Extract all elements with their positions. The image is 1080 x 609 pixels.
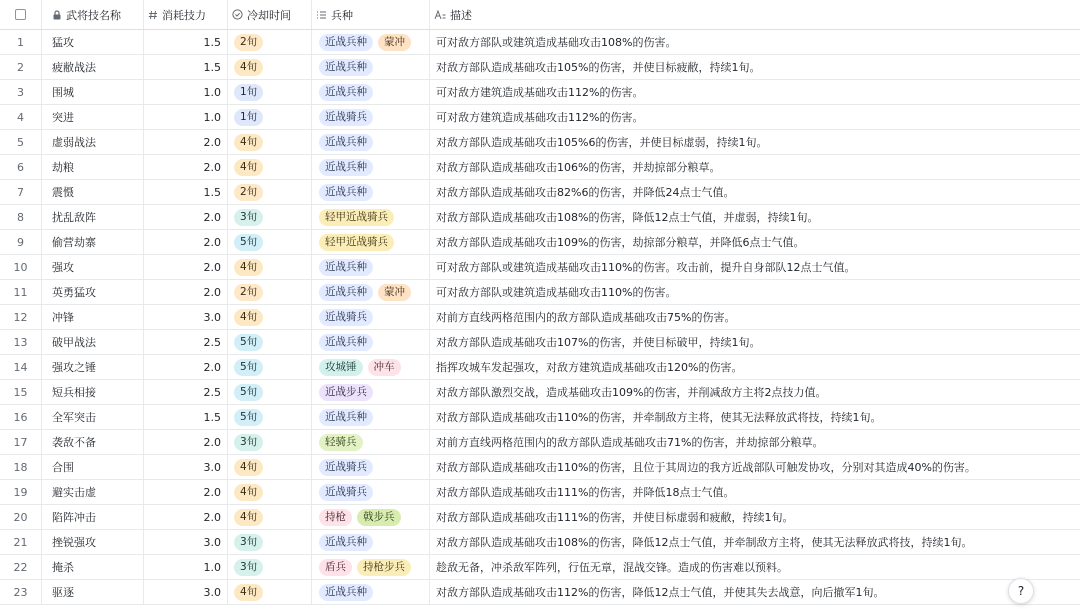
skill-name-cell[interactable]: 冲锋	[42, 305, 144, 329]
troop-cell[interactable]	[312, 105, 430, 129]
cooldown-tag: 4旬	[234, 459, 263, 476]
table-row[interactable]	[0, 580, 1080, 605]
row-index: 18	[0, 455, 42, 479]
lock-icon	[52, 10, 62, 20]
troop-tag: 近战兵种	[319, 284, 373, 301]
troop-cell[interactable]	[312, 580, 430, 604]
cooldown-tag: 2旬	[234, 34, 263, 51]
troop-cell[interactable]	[312, 255, 430, 279]
troop-cell[interactable]	[312, 505, 430, 529]
skill-cost-cell[interactable]: 1.5	[144, 55, 228, 79]
cooldown-tag: 5旬	[234, 409, 263, 426]
troop-tag: 近战兵种	[319, 59, 373, 76]
column-header-cost[interactable]	[144, 0, 228, 29]
table-row[interactable]	[0, 480, 1080, 505]
skill-cost-cell[interactable]: 3.0	[144, 530, 228, 554]
table-row[interactable]	[0, 505, 1080, 530]
cooldown-tag: 5旬	[234, 359, 263, 376]
troop-tag: 近战骑兵	[319, 459, 373, 476]
cooldown-cell[interactable]	[228, 505, 312, 529]
skill-name-cell[interactable]: 疲敝战法	[42, 55, 144, 79]
skill-name-cell[interactable]: 围城	[42, 80, 144, 104]
list-icon	[316, 10, 327, 20]
troop-tag: 近战骑兵	[319, 484, 373, 501]
troop-cell[interactable]	[312, 530, 430, 554]
cooldown-tag: 5旬	[234, 234, 263, 251]
row-index: 5	[0, 130, 42, 154]
troop-cell[interactable]	[312, 355, 430, 379]
cooldown-cell[interactable]	[228, 80, 312, 104]
skill-name-cell[interactable]: 挫锐强攻	[42, 530, 144, 554]
troop-cell[interactable]	[312, 130, 430, 154]
description-cell[interactable]: 可对敌方部队或建筑造成基础攻击110%的伤害。攻击前，提升自身部队12点士气值。	[436, 261, 856, 274]
troop-cell[interactable]	[312, 180, 430, 204]
cooldown-tag: 5旬	[234, 334, 263, 351]
cooldown-cell[interactable]	[228, 55, 312, 79]
column-header-name-label: 武将技名称	[66, 8, 121, 22]
description-cell[interactable]: 可对敌方部队或建筑造成基础攻击108%的伤害。	[436, 36, 677, 49]
row-index: 12	[0, 305, 42, 329]
troop-tag: 近战兵种	[319, 534, 373, 551]
troop-cell[interactable]	[312, 55, 430, 79]
cooldown-cell[interactable]	[228, 180, 312, 204]
cooldown-cell[interactable]	[228, 155, 312, 179]
select-all-cell[interactable]	[0, 0, 42, 29]
skill-name-cell[interactable]: 强攻之锤	[42, 355, 144, 379]
skill-name-cell[interactable]: 避实击虚	[42, 480, 144, 504]
cooldown-cell[interactable]	[228, 405, 312, 429]
clock-icon	[232, 9, 243, 20]
table-row[interactable]	[0, 430, 1080, 455]
cooldown-cell[interactable]	[228, 30, 312, 54]
skill-cost-cell[interactable]: 1.5	[144, 405, 228, 429]
skill-cost-cell[interactable]: 2.0	[144, 130, 228, 154]
skill-name-cell[interactable]: 劫粮	[42, 155, 144, 179]
troop-tag: 近战兵种	[319, 34, 373, 51]
cooldown-tag: 4旬	[234, 309, 263, 326]
column-header-cost-label: 消耗技力	[162, 8, 206, 22]
cooldown-cell[interactable]	[228, 255, 312, 279]
skill-cost-cell[interactable]: 2.0	[144, 280, 228, 304]
skill-name-cell[interactable]: 合围	[42, 455, 144, 479]
cooldown-tag: 2旬	[234, 284, 263, 301]
table-row[interactable]	[0, 280, 1080, 305]
hash-icon	[148, 10, 158, 20]
cooldown-cell[interactable]	[228, 205, 312, 229]
troop-tag: 近战兵种	[319, 409, 373, 426]
cooldown-cell[interactable]	[228, 330, 312, 354]
column-header-desc-label: 描述	[450, 8, 472, 22]
skill-cost-cell[interactable]: 1.5	[144, 180, 228, 204]
text-icon	[434, 10, 446, 20]
troop-cell[interactable]	[312, 555, 430, 579]
skill-name-cell[interactable]: 短兵相接	[42, 380, 144, 404]
column-header-troop[interactable]	[312, 0, 430, 29]
row-index: 22	[0, 555, 42, 579]
table-body	[0, 30, 1080, 605]
troop-tag: 近战兵种	[319, 84, 373, 101]
skill-cost-cell[interactable]: 2.0	[144, 155, 228, 179]
description-cell[interactable]: 指挥攻城车发起强攻，对敌方建筑造成基础攻击120%的伤害。	[436, 361, 743, 374]
cooldown-tag: 4旬	[234, 509, 263, 526]
skill-name-cell[interactable]: 虚弱战法	[42, 130, 144, 154]
skill-cost-cell[interactable]: 2.0	[144, 480, 228, 504]
cooldown-tag: 3旬	[234, 559, 263, 576]
cooldown-tag: 4旬	[234, 134, 263, 151]
column-header-cooldown[interactable]	[228, 0, 312, 29]
skill-cost-cell[interactable]: 2.0	[144, 255, 228, 279]
cooldown-tag: 2旬	[234, 184, 263, 201]
skill-cost-cell[interactable]: 1.0	[144, 80, 228, 104]
row-index: 23	[0, 580, 42, 604]
row-index: 3	[0, 80, 42, 104]
cooldown-cell[interactable]	[228, 455, 312, 479]
troop-tag: 攻城锤	[319, 359, 363, 376]
description-cell[interactable]: 对敌方部队造成基础攻击107%的伤害，并使目标破甲，持续1旬。	[436, 336, 761, 349]
troop-cell[interactable]	[312, 305, 430, 329]
cooldown-cell[interactable]	[228, 555, 312, 579]
description-cell[interactable]: 对敌方部队造成基础攻击108%的伤害，降低12点士气值，并牵制敌方主将，使其无法释放武将技，持续1旬。	[436, 536, 973, 549]
troop-tag: 盾兵	[319, 559, 352, 576]
cooldown-tag: 3旬	[234, 534, 263, 551]
table-row[interactable]	[0, 380, 1080, 405]
troop-tag: 持枪步兵	[357, 559, 411, 576]
column-header-name[interactable]	[42, 0, 144, 29]
cooldown-tag: 4旬	[234, 159, 263, 176]
table-row[interactable]	[0, 455, 1080, 480]
skill-cost-cell[interactable]: 2.0	[144, 230, 228, 254]
cooldown-cell[interactable]	[228, 530, 312, 554]
column-header-desc[interactable]	[430, 0, 1080, 29]
row-index: 17	[0, 430, 42, 454]
row-index: 16	[0, 405, 42, 429]
cooldown-cell[interactable]	[228, 355, 312, 379]
row-index: 2	[0, 55, 42, 79]
description-cell[interactable]: 对前方直线两格范围内的敌方部队造成基础攻击75%的伤害。	[436, 311, 736, 324]
row-index: 11	[0, 280, 42, 304]
description-cell[interactable]: 趁敌无备，冲杀敌军阵列，行伍无章，混战交锋。造成的伤害难以预料。	[436, 561, 788, 574]
table-row[interactable]	[0, 305, 1080, 330]
skill-name-cell[interactable]: 偷营劫寨	[42, 230, 144, 254]
help-button[interactable]	[1008, 578, 1034, 604]
cooldown-cell[interactable]	[228, 105, 312, 129]
cooldown-tag: 4旬	[234, 584, 263, 601]
description-cell[interactable]: 对敌方部队造成基础攻击108%的伤害，降低12点士气值，并虚弱，持续1旬。	[436, 211, 819, 224]
skill-cost-cell[interactable]: 2.5	[144, 330, 228, 354]
skill-cost-cell[interactable]: 3.0	[144, 455, 228, 479]
table-row[interactable]	[0, 555, 1080, 580]
troop-tag: 持枪	[319, 509, 352, 526]
skill-cost-cell[interactable]: 2.0	[144, 355, 228, 379]
row-index: 10	[0, 255, 42, 279]
table-row[interactable]	[0, 55, 1080, 80]
troop-tag: 近战兵种	[319, 159, 373, 176]
description-cell[interactable]: 对敌方部队造成基础攻击105%6的伤害，并使目标虚弱，持续1旬。	[436, 136, 768, 149]
table-row[interactable]	[0, 205, 1080, 230]
troop-tag: 近战骑兵	[319, 309, 373, 326]
troop-tag: 轻甲近战骑兵	[319, 234, 394, 251]
description-cell[interactable]: 对敌方部队造成基础攻击105%的伤害，并使目标疲敝，持续1旬。	[436, 61, 761, 74]
table-row[interactable]	[0, 80, 1080, 105]
select-all-checkbox[interactable]	[15, 9, 26, 20]
cooldown-tag: 4旬	[234, 59, 263, 76]
cooldown-cell[interactable]	[228, 580, 312, 604]
description-cell[interactable]: 对敌方部队造成基础攻击111%的伤害，并降低18点士气值。	[436, 486, 735, 499]
troop-cell[interactable]	[312, 430, 430, 454]
table-row[interactable]	[0, 330, 1080, 355]
skill-name-cell[interactable]: 陷阵冲击	[42, 505, 144, 529]
skill-cost-cell[interactable]: 2.0	[144, 505, 228, 529]
row-index: 7	[0, 180, 42, 204]
cooldown-tag: 5旬	[234, 384, 263, 401]
row-index: 8	[0, 205, 42, 229]
skill-cost-cell[interactable]: 3.0	[144, 580, 228, 604]
description-cell[interactable]: 对敌方部队造成基础攻击110%的伤害，并牵制敌方主将，使其无法释放武将技，持续1旬。	[436, 411, 882, 424]
row-index: 1	[0, 30, 42, 54]
troop-cell[interactable]	[312, 405, 430, 429]
troop-cell[interactable]	[312, 30, 430, 54]
skill-cost-cell[interactable]: 3.0	[144, 305, 228, 329]
skill-cost-cell[interactable]: 2.0	[144, 430, 228, 454]
skill-cost-cell[interactable]: 2.0	[144, 205, 228, 229]
description-cell[interactable]: 对敌方部队造成基础攻击109%的伤害，劫掠部分粮草，并降低6点士气值。	[436, 236, 805, 249]
troop-cell[interactable]	[312, 380, 430, 404]
table-row[interactable]	[0, 30, 1080, 55]
description-cell[interactable]: 对敌方部队激烈交战，造成基础攻击109%的伤害，并削减敌方主将2点技力值。	[436, 386, 827, 399]
description-cell[interactable]: 可对敌方建筑造成基础攻击112%的伤害。	[436, 86, 644, 99]
table-row[interactable]	[0, 255, 1080, 280]
skill-name-cell[interactable]: 袭敌不备	[42, 430, 144, 454]
troop-cell[interactable]	[312, 455, 430, 479]
troop-tag: 轻甲近战骑兵	[319, 209, 394, 226]
table-header	[0, 0, 1080, 30]
table-row[interactable]	[0, 230, 1080, 255]
skill-name-cell[interactable]: 掩杀	[42, 555, 144, 579]
troop-tag: 近战兵种	[319, 184, 373, 201]
skill-name-cell[interactable]: 全军突击	[42, 405, 144, 429]
skill-name-cell[interactable]: 驱逐	[42, 580, 144, 604]
description-cell[interactable]: 对敌方部队造成基础攻击112%的伤害，降低12点士气值，并使其失去战意，向后撤军1旬。	[436, 586, 885, 599]
description-cell[interactable]: 可对敌方部队或建筑造成基础攻击110%的伤害。	[436, 286, 677, 299]
table-row[interactable]	[0, 530, 1080, 555]
troop-cell[interactable]	[312, 155, 430, 179]
skill-name-cell[interactable]: 猛攻	[42, 30, 144, 54]
troop-tag: 蒙冲	[378, 284, 411, 301]
cooldown-cell[interactable]	[228, 130, 312, 154]
cooldown-tag: 3旬	[234, 209, 263, 226]
row-index: 14	[0, 355, 42, 379]
table-row[interactable]	[0, 180, 1080, 205]
cooldown-tag: 4旬	[234, 259, 263, 276]
description-cell[interactable]: 对敌方部队造成基础攻击111%的伤害，并使目标虚弱和疲敝，持续1旬。	[436, 511, 794, 524]
skill-cost-cell[interactable]: 2.5	[144, 380, 228, 404]
table-row[interactable]	[0, 355, 1080, 380]
column-header-cooldown-label: 冷却时间	[247, 8, 291, 22]
row-index: 13	[0, 330, 42, 354]
troop-tag: 近战兵种	[319, 259, 373, 276]
description-cell[interactable]: 对敌方部队造成基础攻击82%6的伤害，并降低24点士气值。	[436, 186, 735, 199]
cooldown-tag: 1旬	[234, 84, 263, 101]
troop-tag: 近战兵种	[319, 134, 373, 151]
troop-tag: 戟步兵	[357, 509, 401, 526]
description-cell[interactable]: 对敌方部队造成基础攻击106%的伤害，并劫掠部分粮草。	[436, 161, 721, 174]
skill-cost-cell[interactable]: 1.5	[144, 30, 228, 54]
skill-name-cell[interactable]: 突进	[42, 105, 144, 129]
troop-cell[interactable]	[312, 80, 430, 104]
description-cell[interactable]: 对敌方部队造成基础攻击110%的伤害，且位于其周边的我方近战部队可触发协攻，分别对其造成40%的伤害。	[436, 461, 976, 474]
troop-tag: 近战兵种	[319, 584, 373, 601]
skill-name-cell[interactable]: 强攻	[42, 255, 144, 279]
cooldown-cell[interactable]	[228, 305, 312, 329]
row-index: 15	[0, 380, 42, 404]
troop-tag: 蒙冲	[378, 34, 411, 51]
troop-tag: 轻骑兵	[319, 434, 363, 451]
table-row[interactable]	[0, 405, 1080, 430]
troop-tag: 近战步兵	[319, 384, 373, 401]
row-index: 19	[0, 480, 42, 504]
troop-cell[interactable]	[312, 230, 430, 254]
description-cell[interactable]: 对前方直线两格范围内的敌方部队造成基础攻击71%的伤害，并劫掠部分粮草。	[436, 436, 824, 449]
troop-cell[interactable]	[312, 205, 430, 229]
troop-cell[interactable]	[312, 330, 430, 354]
row-index: 9	[0, 230, 42, 254]
table-row[interactable]	[0, 155, 1080, 180]
cooldown-cell[interactable]	[228, 430, 312, 454]
troop-cell[interactable]	[312, 280, 430, 304]
table-row[interactable]	[0, 130, 1080, 155]
troop-tag: 冲车	[368, 359, 401, 376]
table-row[interactable]	[0, 105, 1080, 130]
row-index: 20	[0, 505, 42, 529]
row-index: 21	[0, 530, 42, 554]
cooldown-cell[interactable]	[228, 280, 312, 304]
help-icon: ?	[1017, 584, 1025, 598]
skill-name-cell[interactable]: 英勇猛攻	[42, 280, 144, 304]
row-index: 4	[0, 105, 42, 129]
cooldown-cell[interactable]	[228, 380, 312, 404]
cooldown-tag: 3旬	[234, 434, 263, 451]
column-header-troop-label: 兵种	[331, 8, 353, 22]
cooldown-cell[interactable]	[228, 230, 312, 254]
cooldown-tag: 1旬	[234, 109, 263, 126]
troop-tag: 近战骑兵	[319, 109, 373, 126]
description-cell[interactable]: 可对敌方建筑造成基础攻击112%的伤害。	[436, 111, 644, 124]
cooldown-cell[interactable]	[228, 480, 312, 504]
row-index: 6	[0, 155, 42, 179]
cooldown-tag: 4旬	[234, 484, 263, 501]
skill-name-cell[interactable]: 扰乱敌阵	[42, 205, 144, 229]
skill-name-cell[interactable]: 破甲战法	[42, 330, 144, 354]
skill-cost-cell[interactable]: 1.0	[144, 555, 228, 579]
troop-cell[interactable]	[312, 480, 430, 504]
troop-tag: 近战兵种	[319, 334, 373, 351]
skill-cost-cell[interactable]: 1.0	[144, 105, 228, 129]
skill-name-cell[interactable]: 震慑	[42, 180, 144, 204]
